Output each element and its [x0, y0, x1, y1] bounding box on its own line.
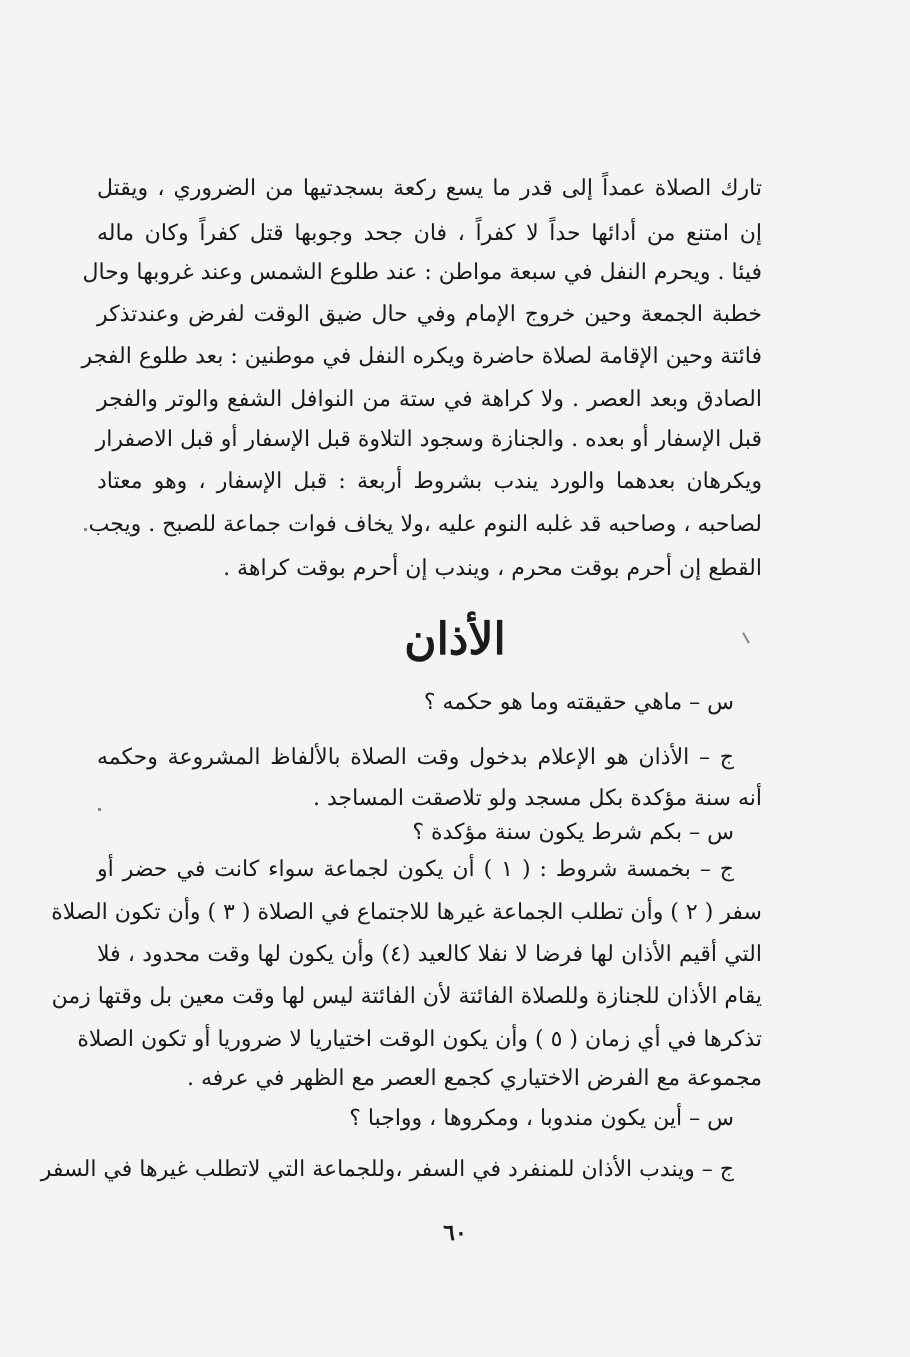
text-line: قبل الإسفار أو بعده . والجنازة وسجود التلاوة قبل الإسفار أو قبل الاصفرار: [95, 427, 762, 452]
text-line: تارك الصلاة عمداً إلى قدر ما يسع ركعة بسجدتيها من الضروري ، ويقتل: [97, 176, 762, 201]
text-line: لصاحبه ، وصاحبه قد غلبه النوم عليه ،ولا يخاف فوات جماعة للصبح . ويجب: [88, 512, 762, 537]
qa-line: ج – الأذان هو الإعلام بدخول وقت الصلاة بالألفاظ المشروعة وحكمه: [97, 745, 734, 770]
page-speck: [98, 808, 101, 811]
qa-line: ج – بخمسة شروط : ( ١ ) أن يكون لجماعة سواء كانت في حضر أو: [97, 857, 734, 882]
qa-line: مجموعة مع الفرض الاختياري كجمع العصر مع الظهر في عرفه .: [187, 1066, 762, 1091]
qa-line: يقام الأذان للجنازة وللصلاة الفائتة لأن الفائتة ليس لها وقت معين بل وقتها زمن: [51, 984, 762, 1009]
qa-line: س – بكم شرط يكون سنة مؤكدة ؟: [412, 820, 734, 845]
qa-line: س – أين يكون مندوبا ، ومكروها ، وواجبا ؟: [349, 1106, 734, 1131]
text-line: القطع إن أحرم بوقت محرم ، ويندب إن أحرم بوقت كراهة .: [223, 556, 762, 581]
page-speck: [84, 528, 87, 531]
text-line: إن امتنع من أدائها حداً لا كفراً ، فان جحد وجوبها قتل كفراً وكان ماله: [97, 221, 762, 246]
text-line: ويكرهان بعدهما والورد يندب بشروط أربعة : قبل الإسفار ، وهو معتاد: [97, 469, 762, 494]
text-line: خطبة الجمعة وحين خروج الإمام وفي حال ضيق الوقت لفرض وعندتذكر: [97, 302, 762, 327]
qa-line: التي أقيم الأذان لها فرضا لا نفلا كالعيد (٤) وأن يكون لها وقت محدود ، فلا: [97, 942, 762, 967]
text-line: الصادق وبعد العصر . ولا كراهة في ستة من النوافل الشفع والوتر والفجر: [97, 387, 762, 412]
qa-line: سفر ( ٢ ) وأن تطلب الجماعة غيرها للاجتماع في الصلاة ( ٣ ) وأن تكون الصلاة: [51, 900, 762, 925]
qa-line: تذكرها في أي زمان ( ٥ ) وأن يكون الوقت اختياريا لا ضروريا أو تكون الصلاة: [77, 1027, 762, 1052]
page-number: ٦٠: [443, 1220, 467, 1246]
text-line: فيئا . ويحرم النفل في سبعة مواطن : عند طلوع الشمس وعند غروبها وحال: [82, 260, 762, 285]
text-line: فائتة وحين الإقامة لصلاة حاضرة ويكره النفل في موطنين : بعد طلوع الفجر: [81, 344, 762, 369]
qa-line: ج – ويندب الأذان للمنفرد في السفر ،وللجماعة التي لاتطلب غيرها في السفر: [40, 1157, 734, 1182]
section-heading: الأذان: [404, 614, 506, 665]
qa-line: أنه سنة مؤكدة بكل مسجد ولو تلاصقت المساجد .: [313, 786, 762, 811]
qa-line: س – ماهي حقيقته وما هو حكمه ؟: [423, 690, 734, 715]
